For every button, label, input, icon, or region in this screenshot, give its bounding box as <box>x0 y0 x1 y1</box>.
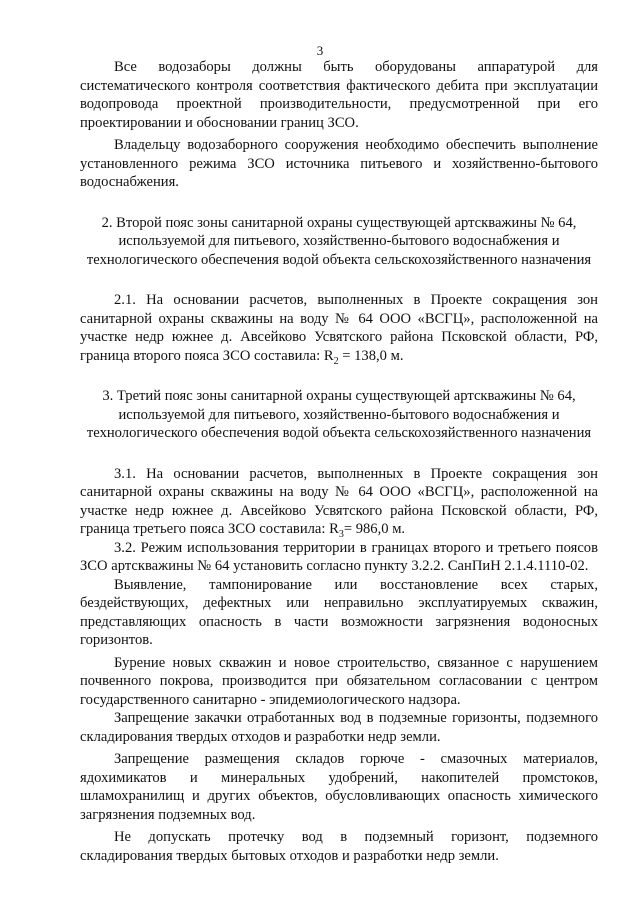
paragraph-second-zone-radius <box>80 291 598 365</box>
section-heading-third-zone: 3. Третий пояс зоны санитарной охраны существующей артскважины № 64, используемой для питьевого, хозяйственно-бытового водоснабжения и технологического обеспечения водой объекта сельскохозяйственного назначения <box>86 388 592 441</box>
paragraph-well-identification: Выявление, тампонирование или восстановление всех старых, бездействующих, дефектных или неправильно эксплуатируемых скважин, представляющих опасность в части возможности загрязнения водоносных горизонтов. <box>80 576 598 648</box>
paragraph-tail: = 138,0 м. <box>338 347 404 364</box>
section-heading-second-zone: 2. Второй пояс зоны санитарной охраны существующей артскважины № 64, используемой для питьевого, хозяйственно-бытового водоснабжения и технологического обеспечения водой объекта сельскохозяйственного назначения <box>86 214 592 268</box>
paragraph-third-zone-radius <box>80 465 598 539</box>
paragraph-text: 3.1. На основании расчетов, выполненных в Проекте сокращения зон санитарной охраны скважины на воду № 64 ООО «ВСГЦ», расположенной на участке недр южнее д. Авсейково Усвятского района Псковской области, РФ, граница третьего пояса ЗСО составила: R <box>80 465 598 537</box>
paragraph-tail: = 986,0 м. <box>343 521 406 537</box>
paragraph-storage-ban: Запрещение размещения складов горюче - смазочных материалов, ядохимикатов и минеральных удобрений, накопителей промстоков, шламохранилищ и других объектов, обусловливающих опасность химического загрязнения подземных вод. <box>80 751 598 823</box>
paragraph-owner-obligation: Владельцу водозаборного сооружения необходимо обеспечить выполнение установленного режима ЗСО источника питьевого и хозяйственно-бытового водоснабжения. <box>80 137 598 190</box>
subscript: 3 <box>338 528 344 540</box>
paragraph-injection-ban: Запрещение закачки отработанных вод в подземные горизонты, подземного складирования твердых отходов и разработки недр земли. <box>80 710 598 745</box>
paragraph-usage-regime: 3.2. Режим использования территории в границах второго и третьего поясов ЗСО артскважины № 64 установить согласно пункту 3.2.2. СанПиН 2.1.4.1110-02. <box>80 539 598 574</box>
paragraph-new-drilling: Бурение новых скважин и новое строительство, связанное с нарушением почвенного покрова, производится при обязательном согласовании с центром государственного санитарно - эпидемиологического надзора. <box>80 654 598 708</box>
page-number: 3 <box>316 43 324 58</box>
document-body <box>80 58 598 865</box>
subscript: 2 <box>333 355 339 367</box>
paragraph-equipment-requirement: Все водозаборы должны быть оборудованы аппаратурой для систематического контроля соответствия фактического дебита при эксплуатации водопровода проектной производительности, предусмотренной при его проектировании и обосновании границ ЗСО. <box>80 59 598 131</box>
paragraph-text: 2.1. На основании расчетов, выполненных в Проекте сокращения зон санитарной охраны скважины на воду № 64 ООО «ВСГЦ», расположенной на участке недр южнее д. Авсейково Усвятского района Псковской области, РФ, граница второго пояса ЗСО составила: R <box>80 292 598 364</box>
paragraph-leak-prevention: Не допускать протечку вод в подземный горизонт, подземного складирования твердых бытовых отходов и разработки недр земли. <box>80 829 598 864</box>
